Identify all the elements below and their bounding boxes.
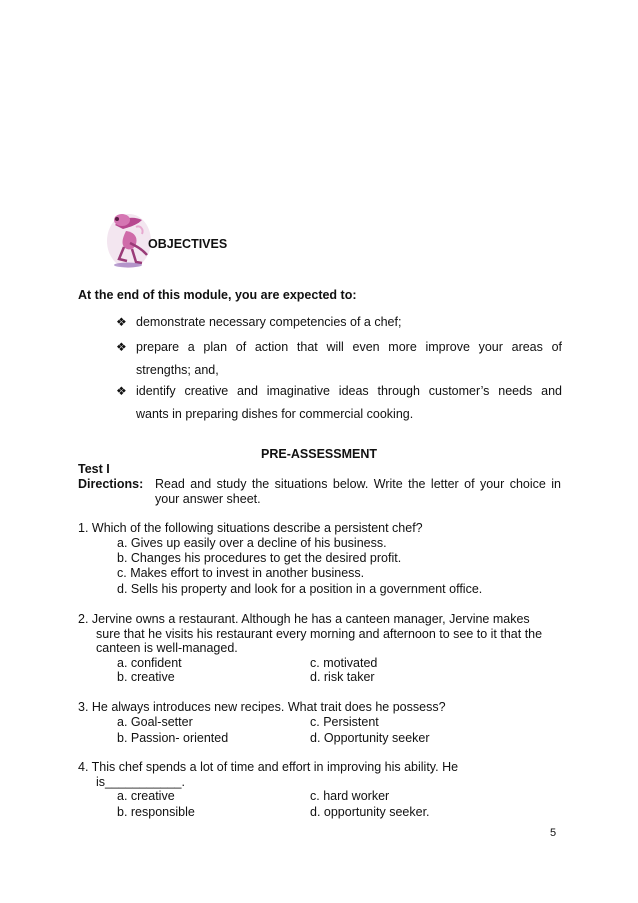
objective-item xyxy=(116,315,562,329)
question-4-stem-line: is___________. xyxy=(96,775,185,789)
q2-option-d: d. risk taker xyxy=(310,670,375,684)
q2-option-c: c. motivated xyxy=(310,656,378,670)
q2-option-b: b. creative xyxy=(117,670,175,684)
q2-option-a: a. confident xyxy=(117,656,182,670)
q1-option-a: a. Gives up easily over a decline of his business. xyxy=(117,536,387,550)
objective-text: prepare a plan of action that will even more improve your areas of xyxy=(136,340,562,354)
question-2-stem-line: canteen is well-managed. xyxy=(96,641,238,655)
objective-continuation: wants in preparing dishes for commercial cooking. xyxy=(136,407,414,421)
q4-option-d: d. opportunity seeker. xyxy=(310,805,430,819)
q3-option-a: a. Goal-setter xyxy=(117,715,193,729)
question-1-stem: 1. Which of the following situations describe a persistent chef? xyxy=(78,521,423,535)
q3-option-c: c. Persistent xyxy=(310,715,379,729)
page-number: 5 xyxy=(550,827,557,839)
question-2-stem-line: sure that he visits his restaurant every morning and afternoon to see to it that the xyxy=(96,627,543,641)
diamond-bullet-icon: ❖ xyxy=(116,340,127,354)
objectives-intro: At the end of this module, you are expected to: xyxy=(78,288,357,302)
pink-panther-chef-icon xyxy=(106,207,152,269)
objective-text: identify creative and imaginative ideas through customer’s needs and xyxy=(136,384,562,398)
test-label: Test I xyxy=(78,462,110,476)
directions-label: Directions: xyxy=(78,477,144,491)
q4-option-c: c. hard worker xyxy=(310,789,390,803)
q4-option-a: a. creative xyxy=(117,789,175,803)
q1-option-c: c. Makes effort to invest in another business. xyxy=(117,566,365,580)
q3-option-b: b. Passion- oriented xyxy=(117,731,229,745)
diamond-bullet-icon: ❖ xyxy=(116,384,127,398)
diamond-bullet-icon: ❖ xyxy=(116,315,127,329)
question-2-stem: 2. Jervine owns a restaurant. Although he has a canteen manager, Jervine makes xyxy=(78,612,530,626)
q4-option-b: b. responsible xyxy=(117,805,195,819)
objective-text: demonstrate necessary competencies of a chef; xyxy=(136,315,402,329)
objectives-heading: OBJECTIVES xyxy=(148,237,228,251)
directions-text-continued: your answer sheet. xyxy=(155,492,261,506)
question-4-stem: 4. This chef spends a lot of time and effort in improving his ability. He xyxy=(78,760,459,774)
question-3-stem: 3. He always introduces new recipes. What trait does he possess? xyxy=(78,700,446,714)
q3-option-d: d. Opportunity seeker xyxy=(310,731,430,745)
q1-option-d: d. Sells his property and look for a position in a government office. xyxy=(117,582,483,596)
objective-continuation: strengths; and, xyxy=(136,363,219,377)
pre-assessment-heading: PRE-ASSESSMENT xyxy=(261,447,377,461)
q1-option-b: b. Changes his procedures to get the desired profit. xyxy=(117,551,402,565)
objective-item xyxy=(116,340,562,354)
objective-item xyxy=(116,384,562,398)
directions-text: Read and study the situations below. Write the letter of your choice in xyxy=(155,477,561,491)
